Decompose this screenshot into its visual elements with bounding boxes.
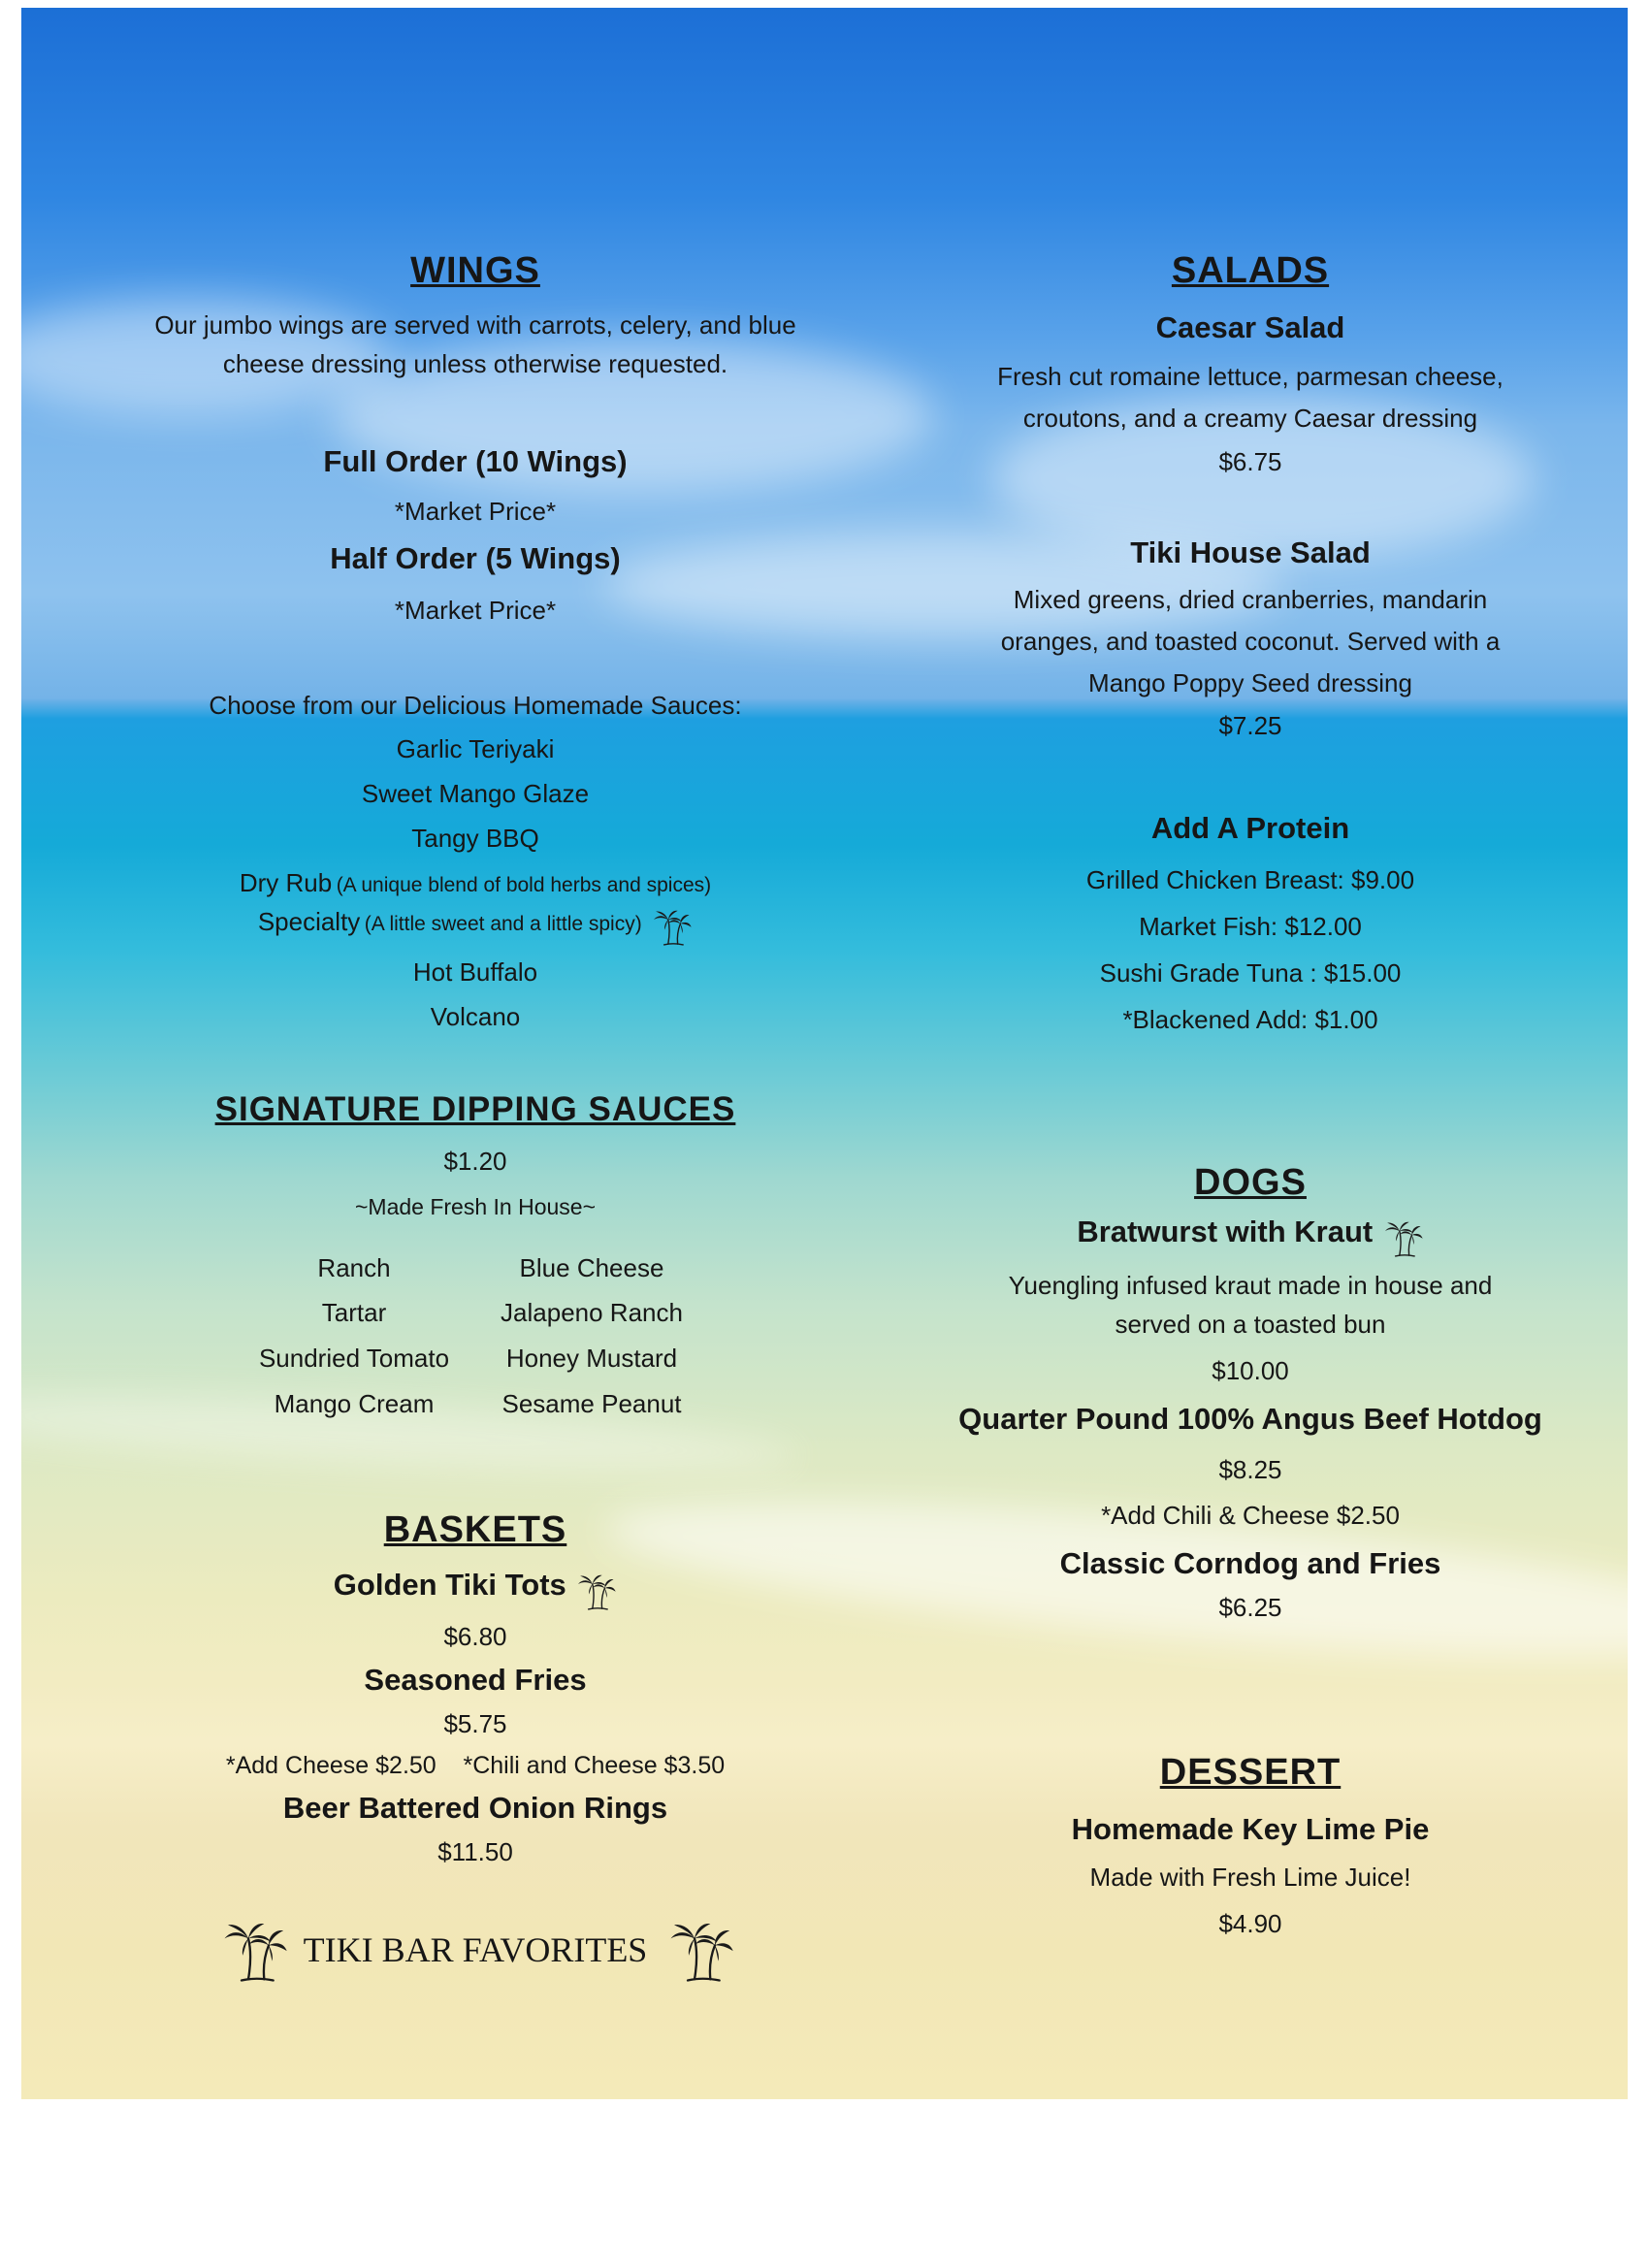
dipping-heading: SIGNATURE DIPPING SAUCES [214, 1090, 736, 1128]
dipping-sauce: Tartar [321, 1298, 387, 1327]
protein-item: *Blackened Add: $1.00 [1122, 1005, 1378, 1034]
key-lime-pie-price: $4.90 [1218, 1909, 1282, 1938]
full-order-name: Full Order (10 Wings) [323, 444, 628, 478]
wings-intro-line2: cheese dressing unless otherwise requested. [222, 349, 728, 378]
tiki-salad-desc: Mixed greens, dried cranberries, mandarin [1013, 585, 1488, 614]
key-lime-pie-name: Homemade Key Lime Pie [1071, 1812, 1430, 1846]
dipping-sauce: Sundried Tomato [258, 1344, 450, 1373]
sauce-item: Sweet Mango Glaze [361, 779, 590, 808]
dipping-sauce: Honey Mustard [505, 1344, 678, 1373]
palm-tree-icon [652, 906, 693, 947]
protein-item: Grilled Chicken Breast: $9.00 [1085, 865, 1415, 894]
sauce-item: Volcano [430, 1002, 521, 1031]
protein-item: Sushi Grade Tuna : $15.00 [1099, 958, 1402, 988]
tiki-salad-name: Tiki House Salad [1130, 535, 1371, 569]
dipping-note: ~Made Fresh In House~ [354, 1194, 597, 1219]
tiki-salad-desc: Mango Poppy Seed dressing [1088, 668, 1412, 697]
palm-tree-icon [221, 1916, 289, 1984]
sauce-item [92, 868, 858, 898]
sauce-note: (A little sweet and a little spicy) [364, 913, 642, 936]
sauce-name: Specialty [257, 907, 361, 937]
bratwurst-name [873, 1215, 1628, 1258]
tiki-salad-desc: oranges, and toasted coconut. Served with a [1000, 627, 1501, 656]
basket-item-name [92, 1568, 858, 1611]
protein-item: Market Fish: $12.00 [1139, 912, 1362, 941]
palm-tree-icon [576, 1571, 617, 1611]
angus-hotdog-name: Quarter Pound 100% Angus Beef Hotdog [958, 1402, 1542, 1436]
half-order-price: *Market Price* [394, 596, 557, 625]
palm-tree-icon [667, 1916, 735, 1984]
dogs-heading: DOGS [1194, 1162, 1307, 1203]
dipping-sauce: Blue Cheese [519, 1253, 664, 1282]
salads-heading: SALADS [1171, 250, 1330, 291]
tiki-salad-price: $7.25 [1218, 711, 1282, 740]
sauce-name: Dry Rub [239, 868, 333, 897]
full-order-price: *Market Price* [394, 497, 557, 526]
dipping-price: $1.20 [443, 1147, 507, 1176]
baskets-heading: BASKETS [383, 1509, 567, 1550]
sauce-item [92, 906, 858, 947]
basket-item-price: $6.80 [443, 1622, 507, 1651]
corndog-price: $6.25 [1218, 1593, 1282, 1622]
key-lime-pie-desc: Made with Fresh Lime Juice! [1089, 1863, 1411, 1892]
left-column [92, 0, 858, 2037]
footer-banner [92, 1916, 858, 1984]
dipping-sauce: Sesame Peanut [501, 1389, 682, 1418]
caesar-salad-price: $6.75 [1218, 447, 1282, 476]
dessert-heading: DESSERT [1159, 1752, 1342, 1793]
protein-heading: Add A Protein [1150, 811, 1350, 845]
sauce-item: Garlic Teriyaki [396, 734, 555, 763]
angus-hotdog-addon: *Add Chili & Cheese $2.50 [1101, 1501, 1400, 1530]
onion-rings-name: Beer Battered Onion Rings [282, 1791, 668, 1825]
basket-addons: *Add Cheese $2.50 *Chili and Cheese $3.50 [225, 1752, 726, 1779]
sauce-item: Tangy BBQ [411, 824, 539, 853]
palm-tree-icon [1383, 1217, 1424, 1258]
angus-hotdog-price: $8.25 [1218, 1455, 1282, 1484]
sauce-item: Hot Buffalo [412, 957, 538, 987]
bratwurst-desc: served on a toasted bun [1115, 1310, 1386, 1339]
footer-label: TIKI BAR FAVORITES [303, 1930, 648, 1969]
sauces-intro: Choose from our Delicious Homemade Sauces: [209, 691, 742, 720]
wings-intro-line1: Our jumbo wings are served with carrots, celery, and blue [154, 310, 796, 340]
bratwurst-desc: Yuengling infused kraut made in house and [1008, 1271, 1493, 1300]
basket-item-price: $5.75 [443, 1709, 507, 1738]
basket-item-name: Seasoned Fries [364, 1663, 587, 1697]
dipping-sauce: Ranch [317, 1253, 391, 1282]
bratwurst-price: $10.00 [1212, 1356, 1289, 1385]
caesar-salad-name: Caesar Salad [1155, 310, 1345, 344]
right-column [873, 0, 1628, 2037]
wings-heading: WINGS [410, 250, 540, 291]
bratwurst-label: Bratwurst with Kraut [1077, 1215, 1374, 1248]
caesar-salad-desc: croutons, and a creamy Caesar dressing [1022, 404, 1478, 433]
dipping-sauce: Jalapeno Ranch [501, 1298, 683, 1327]
dipping-sauce: Mango Cream [274, 1389, 435, 1418]
corndog-name: Classic Corndog and Fries [1059, 1546, 1441, 1580]
tiki-tots-name: Golden Tiki Tots [333, 1568, 566, 1602]
sauce-note: (A unique blend of bold herbs and spices) [336, 874, 712, 896]
onion-rings-price: $11.50 [437, 1837, 513, 1866]
caesar-salad-desc: Fresh cut romaine lettuce, parmesan cheese, [997, 362, 1504, 391]
half-order-name: Half Order (5 Wings) [330, 541, 621, 575]
